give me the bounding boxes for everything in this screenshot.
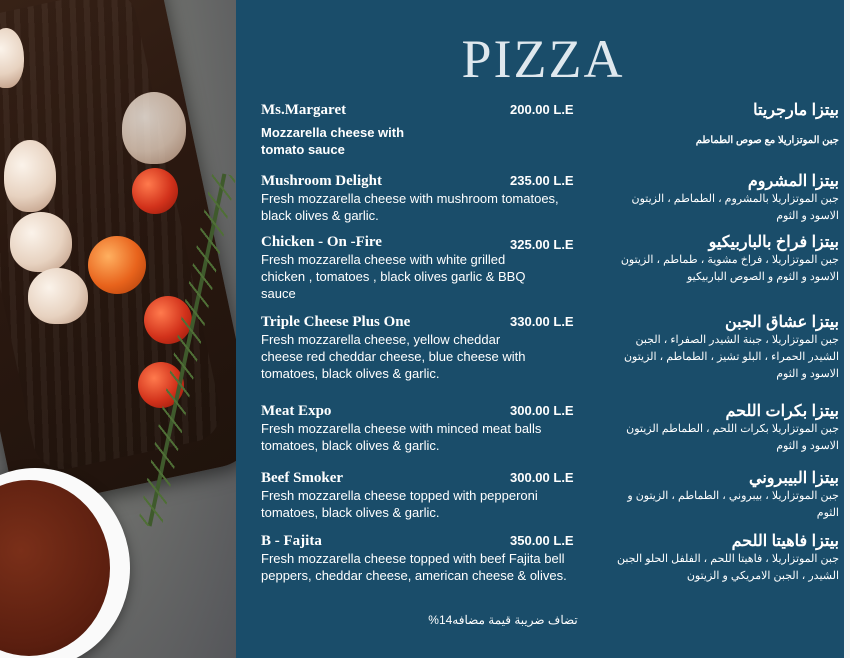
item-name: Mushroom Delight	[261, 173, 382, 189]
item-name: Meat Expo	[261, 403, 332, 419]
item-name-arabic: بيتزا فاهيتا اللحم	[731, 533, 839, 550]
item-description: Mozzarella cheese with tomato sauce	[261, 125, 405, 157]
item-description-arabic: جبن الموتزاريلا بالمشروم ، الطماطم ، الزيتون الاسود و الثوم	[631, 193, 839, 222]
garlic-image	[28, 268, 88, 324]
item-name: Ms.Margaret	[261, 102, 347, 118]
menu-panel	[236, 0, 850, 658]
item-description: Fresh mozzarella cheese topped with beef Fajita bell peppers, cheddar cheese, american cheese & olives.	[261, 551, 567, 583]
item-description: Fresh mozzarella cheese with minced meat balls tomatoes, black olives & garlic.	[261, 421, 542, 453]
item-price: 350.00 L.E	[510, 533, 574, 548]
item-name: Triple Cheese Plus One	[261, 314, 411, 330]
garlic-image	[4, 140, 56, 212]
item-description-arabic: جبن الموتزاريلا ، فراخ مشوية ، طماطم ، الزيتون الاسود و الثوم و الصوص الباربيكيو	[620, 254, 839, 283]
food-photo	[0, 0, 236, 658]
item-price: 235.00 L.E	[510, 173, 574, 188]
tomato-image	[88, 236, 146, 294]
item-name-arabic: بيتزا فراخ بالباربيكيو	[708, 234, 839, 251]
tomato-image	[132, 168, 178, 214]
item-name: Beef Smoker	[261, 470, 344, 486]
item-price: 325.00 L.E	[510, 237, 574, 252]
item-description-arabic: جبن الموتزاريلا ، بيبروني ، الطماطم ، الزيتون و الثوم	[627, 490, 839, 519]
item-description-arabic: جبن الموتزاريلا ، فاهيتا اللحم ، الفلفل الحلو الجبن الشيدر ، الجبن الامريكي و الزيتون	[616, 553, 839, 582]
item-description-arabic: جبن الموتزاريلا ، جبنة الشيدر الصفراء ، الجبن الشيدر الحمراء ، البلو تشيز ، الطماطم ، الزيتون الاسود و الثوم	[623, 334, 839, 380]
item-description-arabic: جبن الموتزاريلا بكرات اللحم ، الطماطم الزيتون الاسود و الثوم	[626, 423, 839, 452]
item-name-arabic: بيتزا مارجريتا	[753, 102, 839, 119]
item-description: Fresh mozzarella cheese topped with pepperoni tomatoes, black olives & garlic.	[261, 488, 538, 520]
item-description-arabic: جبن الموتزاريلا مع صوص الطماطم	[695, 135, 839, 146]
menu-title: PIZZA	[461, 29, 625, 89]
tax-note	[236, 613, 850, 627]
item-name-arabic: بيتزا المشروم	[747, 173, 839, 190]
item-name-arabic: بيتزا البيبروني	[749, 470, 839, 487]
item-price: 330.00 L.E	[510, 314, 574, 329]
garlic-peel-image	[122, 92, 186, 164]
item-name: B - Fajita	[261, 533, 322, 549]
item-name: Chicken - On -Fire	[261, 234, 382, 250]
item-price: 300.00 L.E	[510, 470, 574, 485]
item-name-arabic: بيتزا عشاق الجبن	[724, 314, 839, 331]
item-name-arabic: بيتزا بكرات اللحم	[725, 403, 839, 420]
garlic-image	[10, 212, 72, 272]
item-price: 200.00 L.E	[510, 102, 574, 117]
tax-note-text: تضاف ضريبة قيمة مضافه14%	[428, 613, 578, 627]
item-price: 300.00 L.E	[510, 403, 574, 418]
item-description: Fresh mozzarella cheese, yellow cheddar cheese red cheddar cheese, blue cheese with tomatoes, black olives & garlic.	[261, 332, 526, 381]
item-description: Fresh mozzarella cheese with white grilled chicken , tomatoes , black olives garlic & BBQ sauce	[261, 252, 526, 301]
item-description: Fresh mozzarella cheese with mushroom tomatoes, black olives & garlic.	[261, 191, 559, 223]
